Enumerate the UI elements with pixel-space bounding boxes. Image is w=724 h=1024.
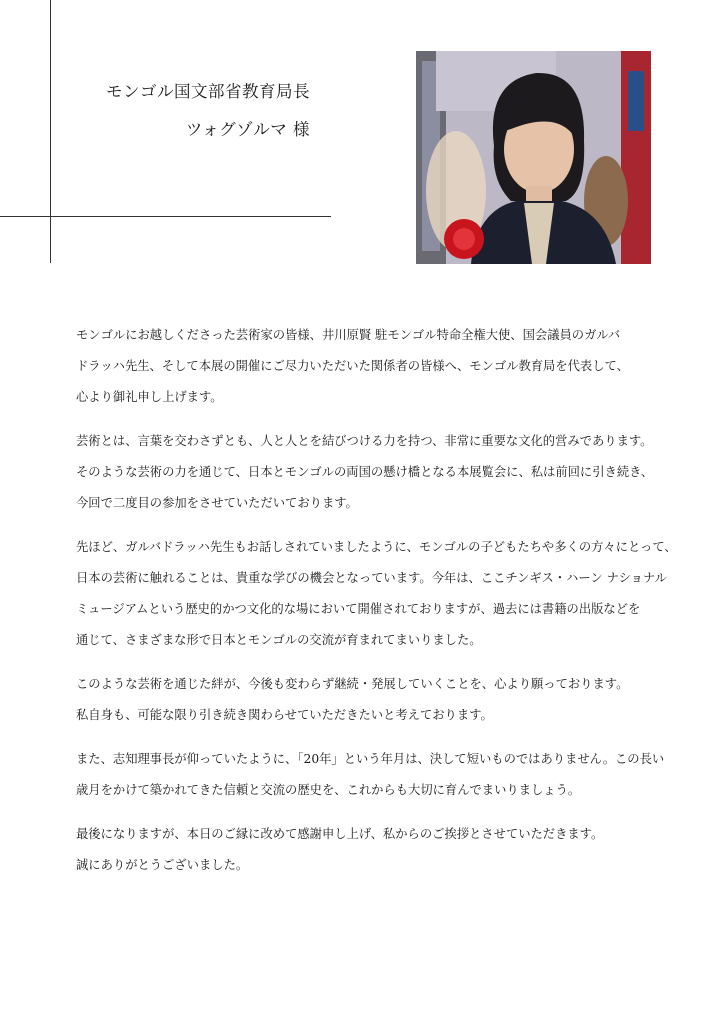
paragraph-line: 心より御礼申し上げます。	[76, 390, 223, 404]
horizontal-divider	[0, 216, 331, 217]
paragraph-line: 日本の芸術に触れることは、貴重な学びの機会となっています。今年は、ここチンギス・ハーン ナショナル	[76, 571, 667, 585]
paragraph	[76, 669, 666, 731]
paragraph	[76, 426, 666, 519]
paragraph-line: 先ほど、ガルバドラッハ先生もお話しされていましたように、モンゴルの子どもたちや多くの方々にとって、	[76, 540, 677, 554]
paragraph-line: このような芸術を通じた絆が、今後も変わらず継続・発展していくことを、心より願っております。	[76, 677, 629, 691]
paragraph-line: そのような芸術の力を通じて、日本とモンゴルの両国の懸け橋となる本展覧会に、私は前回に引き続き、	[76, 465, 654, 479]
speech-body	[76, 320, 677, 894]
paragraph	[76, 320, 666, 413]
paragraph-line: モンゴルにお越しくださった芸術家の皆様、井川原賢 駐モンゴル特命全権大使、国会議員のガルバ	[76, 328, 621, 342]
paragraph-line: 歳月をかけて築かれてきた信頼と交流の歴史を、これからも大切に育んでまいりましょう。	[76, 783, 581, 797]
paragraph	[76, 744, 666, 806]
vertical-divider	[50, 0, 51, 263]
paragraph	[76, 532, 677, 656]
paragraph-line: ミュージアムという歴史的かつ文化的な場において開催されておりますが、過去には書籍の出版などを	[76, 602, 641, 616]
paragraph-line: 芸術とは、言葉を交わさずとも、人と人とを結びつける力を持つ、非常に重要な文化的営みであります。	[76, 434, 653, 448]
paragraph-line: ドラッハ先生、そして本展の開催にご尽力いただいた関係者の皆様へ、モンゴル教育局を代表して、	[76, 359, 629, 373]
paragraph-line: 私自身も、可能な限り引き続き関わらせていただきたいと考えております。	[76, 708, 493, 722]
portrait-photo	[416, 51, 651, 264]
paragraph	[76, 819, 666, 881]
recipient-name: ツォグゾルマ 様	[185, 120, 310, 139]
paragraph-line: また、志知理事長が仰っていたように、「20年」という年月は、決して短いものではありません。この長い	[76, 752, 665, 766]
paragraph-line: 今回で二度目の参加をさせていただいております。	[76, 496, 358, 510]
paragraph-line: 誠にありがとうございました。	[76, 858, 249, 872]
recipient-title: モンゴル国文部省教育局長	[106, 82, 310, 101]
paragraph-line: 通じて、さまざまな形で日本とモンゴルの交流が育まれてまいりました。	[76, 633, 482, 647]
paragraph-line: 最後になりますが、本日のご縁に改めて感謝申し上げ、私からのご挨拶とさせていただきます。	[76, 827, 604, 841]
